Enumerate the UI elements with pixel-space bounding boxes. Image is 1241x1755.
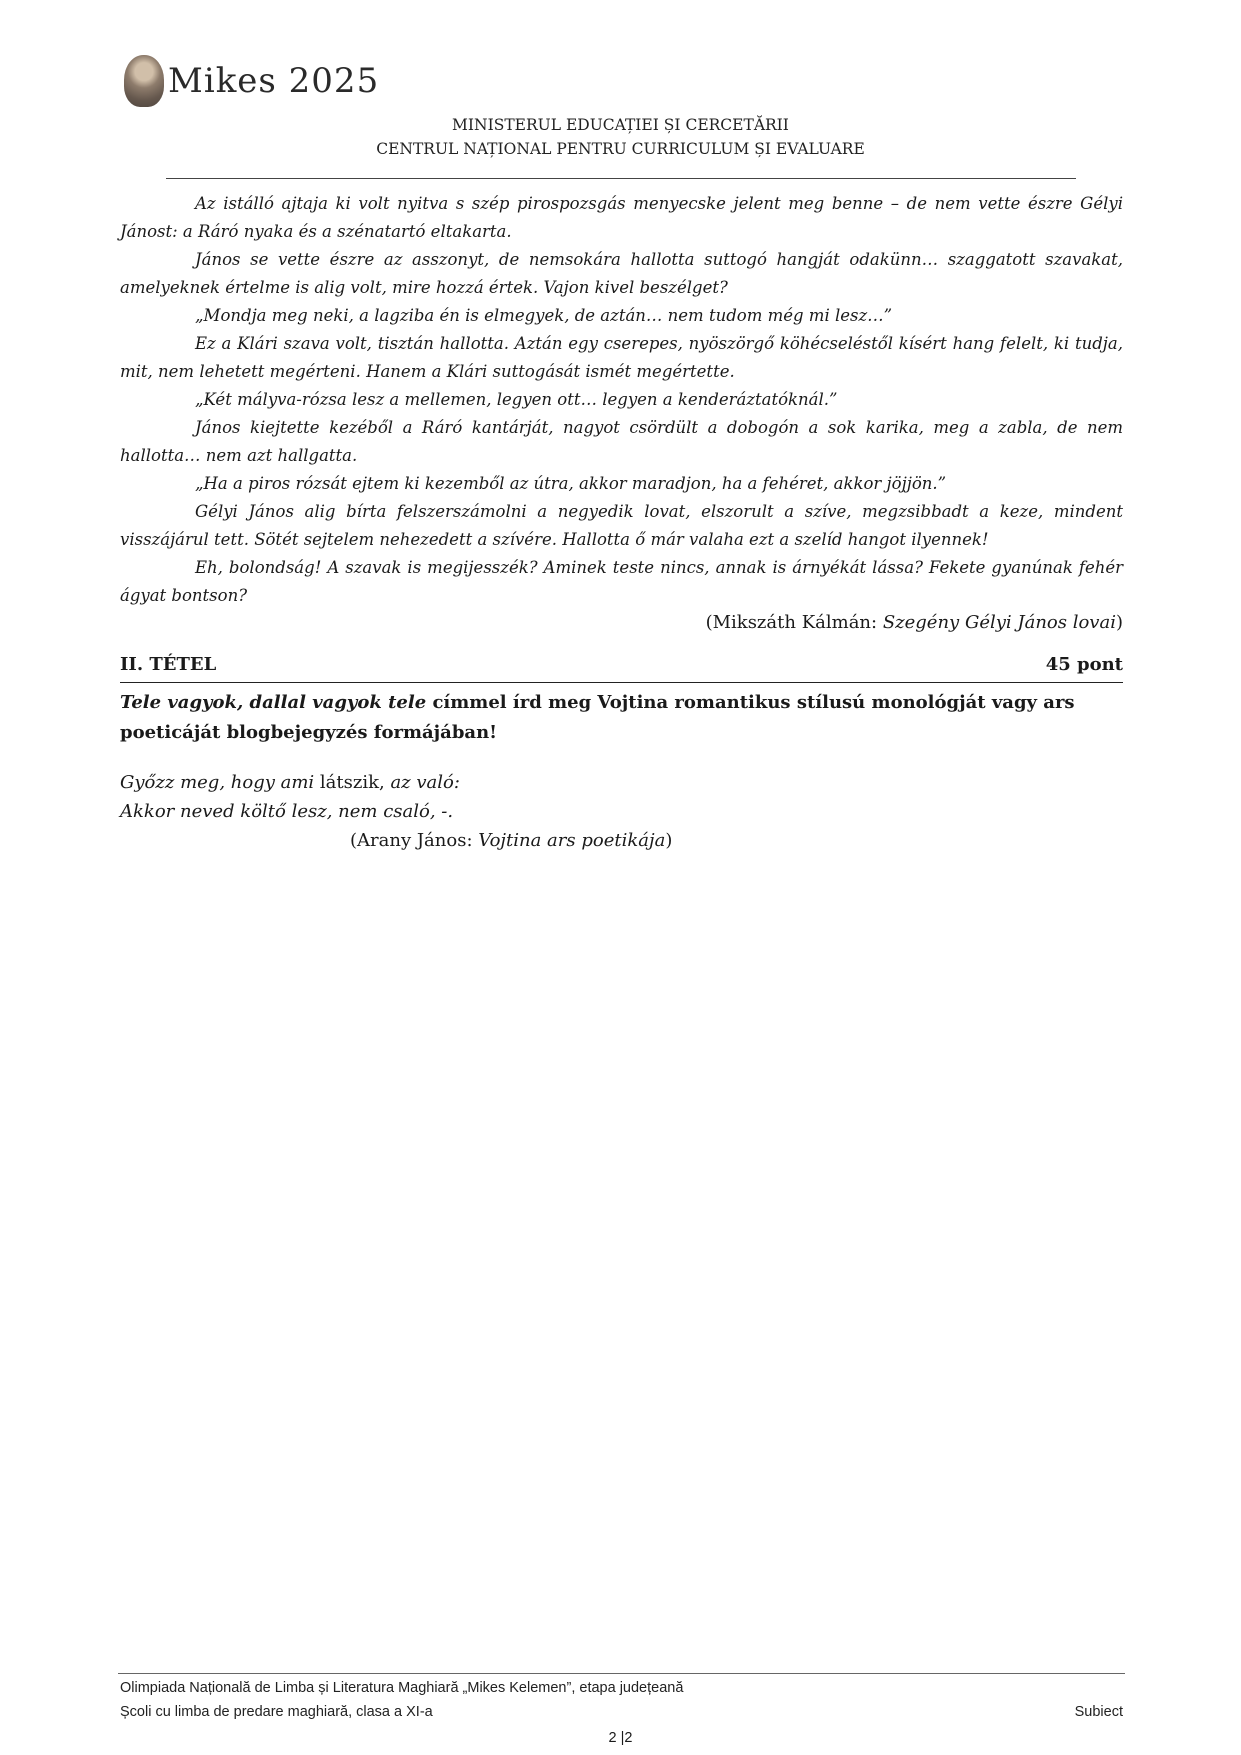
task-title: Tele vagyok, dallal vagyok tele: [120, 692, 427, 713]
footer-school: Școli cu limba de predare maghiară, clasa a XI-a: [120, 1704, 433, 1720]
ministry-title: MINISTERUL EDUCAȚIEI ȘI CERCETĂRII: [452, 116, 789, 134]
portrait-logo-image: [124, 55, 164, 107]
motto-quote: [120, 768, 672, 855]
task-text: címmel írd meg Vojtina romantikus stílusú monológját vagy ars poeticáját blogbejegyzés formájában!: [120, 692, 1075, 743]
footer-subject: Subiect: [1074, 1704, 1123, 1720]
section-title: II. TÉTEL: [120, 654, 217, 675]
quote-line-1: [120, 768, 672, 797]
quote-line-2: [120, 797, 672, 826]
source-suffix: ): [665, 830, 673, 851]
source-title: Vojtina ars poetikája: [478, 830, 666, 851]
passage-paragraph: Gélyi János alig bírta felszerszámolni a negyedik lovat, elszorult a szíve, megzsibbadt a keze, mindent visszájárul tett. Sötét sejtelem nehezedett a szívére. Hallotta ő már valaha ezt a szelíd hangot ilyennek!: [120, 502, 1123, 549]
passage-paragraph: Az istálló ajtaja ki volt nyitva s szép pirospozsgás menyecske jelent meg benne – de nem vette észre Gélyi Jánost: a Ráró nyaka és a szénatartó eltakarta.: [120, 194, 1123, 241]
passage-paragraph: „Ha a piros rózsát ejtem ki kezemből az útra, akkor maradjon, ha a fehéret, akkor jöjjön.”: [195, 474, 947, 493]
footer-divider: [118, 1673, 1125, 1674]
center-title: CENTRUL NAȚIONAL PENTRU CURRICULUM ȘI EVALUARE: [376, 140, 865, 158]
passage-paragraph: Ez a Klári szava volt, tisztán hallotta. Aztán egy cserepes, nyöszörgő köhécseléstől kísért hang felelt, ki tudja, mit, nem lehetett megérteni. Hanem a Klári suttogását ismét megértette.: [120, 334, 1123, 381]
passage-citation: [706, 612, 1123, 633]
section-heading: [120, 654, 1123, 683]
header-divider: [166, 178, 1076, 179]
passage: [120, 190, 1123, 610]
passage-paragraph: János se vette észre az asszonyt, de nemsokára hallotta suttogó hangját odakünn… szaggatott szavakat, amelyeknek értelme is alig volt, mire hozzá értek. Vajon kivel beszélget?: [120, 250, 1123, 297]
citation-prefix: (Mikszáth Kálmán:: [705, 612, 883, 633]
logo: [124, 55, 379, 107]
passage-paragraph: „Két mályva-rózsa lesz a mellemen, legyen ott… legyen a kenderáztatóknál.”: [195, 390, 838, 409]
page-number: 2 |2: [608, 1730, 633, 1746]
footer-olympiad: Olimpiada Națională de Limba și Literatura Maghiară „Mikes Kelemen”, etapa județeană: [120, 1680, 684, 1696]
logo-text: Mikes 2025: [168, 61, 380, 101]
quote-source: [350, 826, 672, 855]
passage-paragraph: János kiejtette kezéből a Ráró kantárját, nagyot csördült a dobogón a sok karika, meg a zabla, de nem hallotta… nem azt hallgatta.: [120, 418, 1123, 465]
source-prefix: (Arany János:: [350, 830, 479, 851]
citation-title: Szegény Gélyi János lovai: [882, 612, 1116, 633]
passage-paragraph: „Mondja meg neki, a lagziba én is elmegyek, de aztán… nem tudom még mi lesz…”: [195, 306, 893, 325]
quote-fragment: Győzz meg, hogy ami: [120, 772, 315, 793]
task-statement: [120, 688, 1123, 748]
quote-fragment: Akkor neved költő lesz, nem csaló, -.: [120, 801, 454, 822]
quote-fragment: az való:: [390, 772, 460, 793]
section-points: 45 pont: [1045, 654, 1123, 675]
passage-paragraph: Eh, bolondság! A szavak is megijesszék? Aminek teste nincs, annak is árnyékát lássa? Fekete gyanúnak fehér ágyat bontson?: [120, 558, 1123, 605]
citation-suffix: ): [1115, 612, 1123, 633]
quote-fragment: látszik,: [314, 772, 391, 793]
